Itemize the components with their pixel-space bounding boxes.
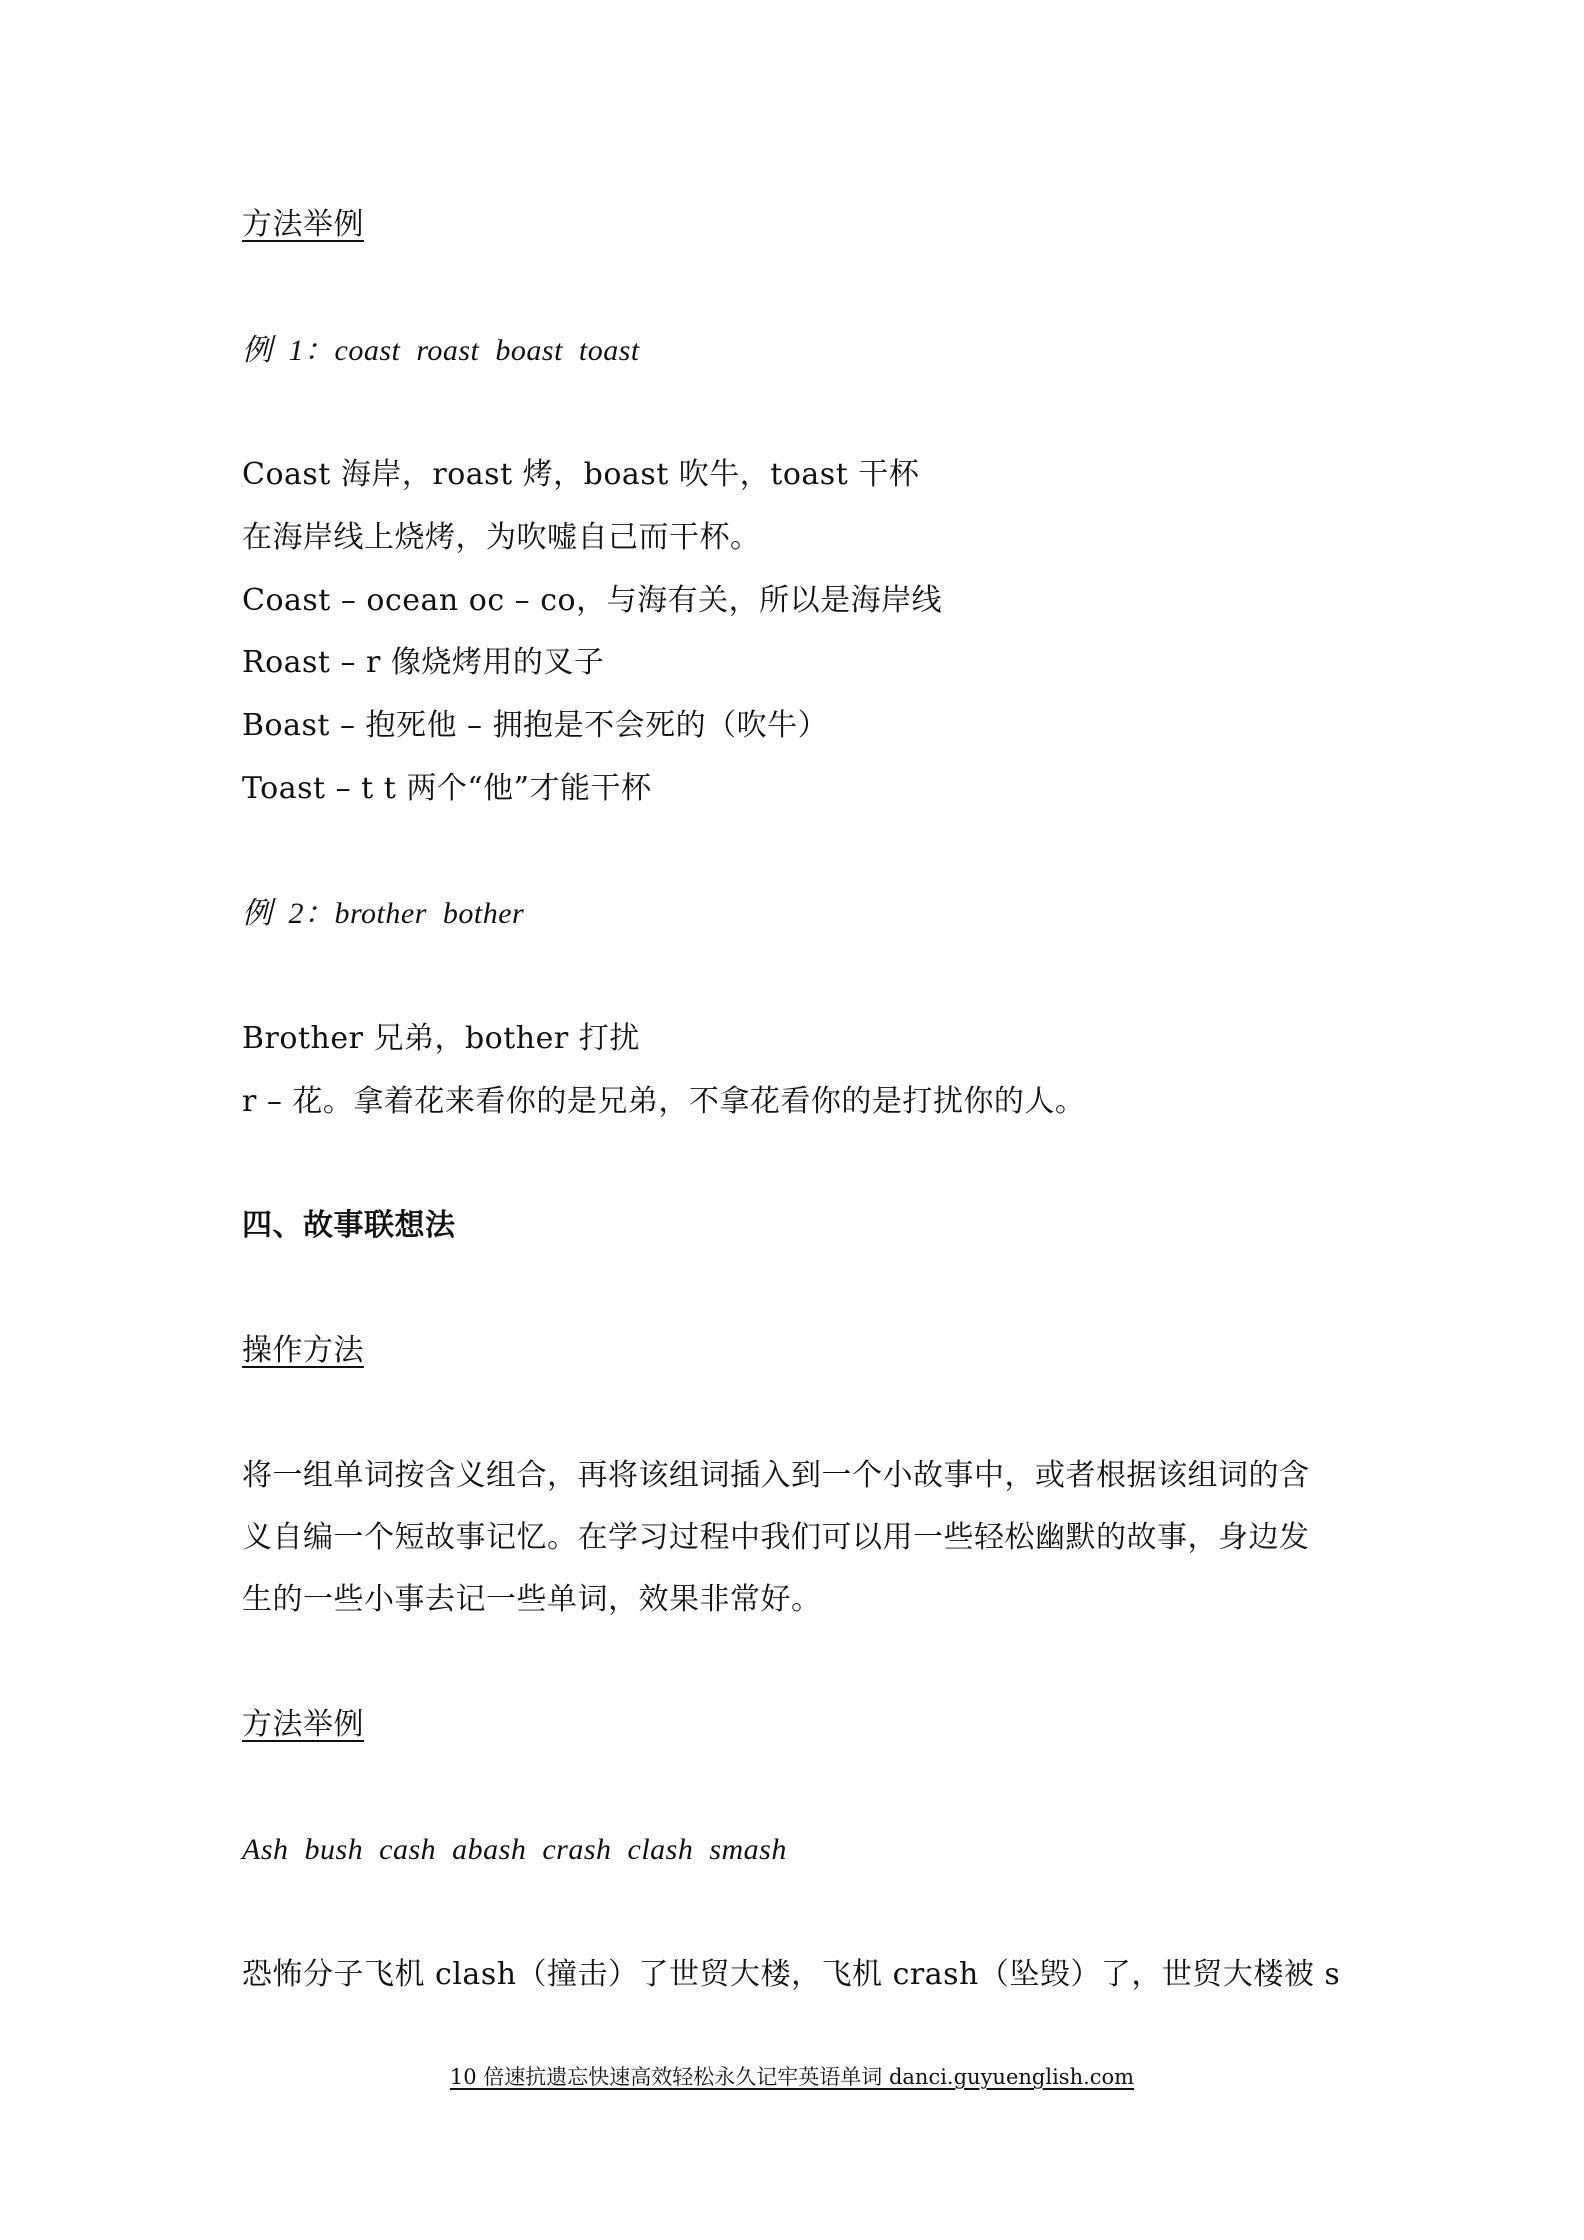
method-paragraph-line: 生的一些小事去记一些单词，效果非常好。 xyxy=(242,1582,822,1617)
example-1-line: Boast – 抱死他 – 拥抱是不会死的（吹牛） xyxy=(242,708,829,743)
section-heading-method: 操作方法 xyxy=(242,1333,364,1368)
footer-link[interactable]: 10 倍速抗遗忘快速高效轻松永久记牢英语单词 danci.guyuenglish.com xyxy=(449,2065,1135,2089)
section-four-title: 四、故事联想法 xyxy=(242,1208,456,1243)
example-1-line: Roast – r 像烧烤用的叉子 xyxy=(242,645,605,680)
example-1-line: 在海岸线上烧烤，为吹嘘自己而干杯。 xyxy=(242,520,761,555)
word-list: Ash bush cash abash crash clash smash xyxy=(242,1833,787,1866)
example-1-line: Toast – t t 两个“他”才能干杯 xyxy=(242,771,652,806)
example-2-title: 例 2：brother bother xyxy=(242,897,525,930)
method-paragraph-line: 义自编一个短故事记忆。在学习过程中我们可以用一些轻松幽默的故事，身边发 xyxy=(242,1520,1310,1555)
example-2-line: r – 花。拿着花来看你的是兄弟，不拿花看你的是打扰你的人。 xyxy=(242,1084,1086,1119)
example-2-line: Brother 兄弟，bother 打扰 xyxy=(242,1021,640,1056)
example-1-title: 例 1：coast roast boast toast xyxy=(242,334,640,367)
example-1-line: Coast – ocean oc – co，与海有关，所以是海岸线 xyxy=(242,583,943,618)
method-paragraph-line: 将一组单词按含义组合，再将该组词插入到一个小故事中，或者根据该组词的含 xyxy=(242,1458,1310,1493)
section-heading-examples: 方法举例 xyxy=(242,207,364,242)
example-1-line: Coast 海岸，roast 烤，boast 吹牛，toast 干杯 xyxy=(242,457,920,492)
story-line: 恐怖分子飞机 clash（撞击）了世贸大楼，飞机 crash（坠毁）了，世贸大楼被 s xyxy=(242,1957,1341,1992)
section-heading-examples-2: 方法举例 xyxy=(242,1707,364,1742)
